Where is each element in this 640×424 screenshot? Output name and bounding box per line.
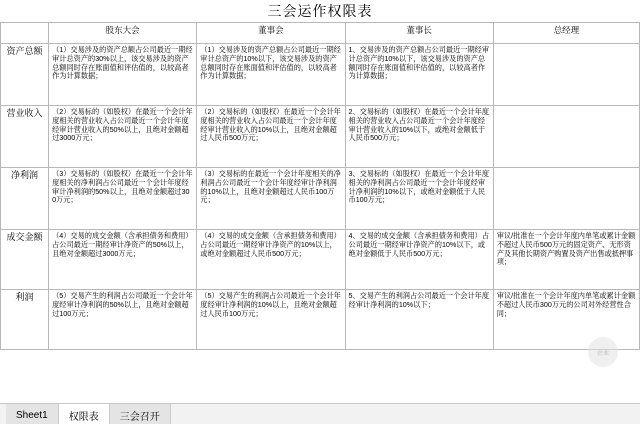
table-row: [1, 44, 640, 106]
row-header-profit: 利润: [1, 290, 49, 350]
cell-profit-shareholders: （5）交易产生的利润占公司最近一个会计年度经审计净利润的50%以上，且绝对金额超过100万元；: [49, 290, 197, 350]
column-header-board-of-directors: 董事会: [197, 23, 345, 44]
column-header-shareholders-meeting: 股东大会: [49, 23, 197, 44]
row-header-total-assets: 资产总额: [1, 44, 49, 106]
permissions-table: [0, 22, 640, 350]
cell-operating-revenue-manager: [493, 106, 639, 168]
sheet-tab-quanxianbiao[interactable]: 权限表: [59, 404, 110, 424]
cell-net-profit-chairman: 3、交易标的（如股权）在最近一个会计年度相关的净利润占公司最近一个会计年度经审计净利润的10%以下，或绝对金额低于人民币100万元；: [345, 168, 493, 230]
cell-net-profit-board: （3）交易标的在最近一个会计年度相关的净利润占公司最近一个会计年度经审计净利润的10%以上，且绝对金额超过人民币100万元；: [197, 168, 345, 230]
title-row: [0, 0, 640, 22]
table-row: [1, 230, 640, 290]
cell-transaction-amount-shareholders: （4）交易的成交金额（含承担债务和费用）占公司最近一期经审计净资产的50%以上，且绝对金额超过3000万元；: [49, 230, 197, 290]
table-row: [1, 290, 640, 350]
cell-total-assets-manager: [493, 44, 639, 106]
column-header-general-manager: 总经理: [493, 23, 639, 44]
cell-transaction-amount-board: （4）交易的成交金额（含承担债务和费用）占公司最近一期经审计净资产的10%以上，或绝对金额超过人民币500万元；: [197, 230, 345, 290]
cell-operating-revenue-shareholders: （2）交易标的（如股权）在最近一个会计年度相关的营业收入占公司最近一个会计年度经审计营业收入的50%以上，且绝对金额超过3000万元；: [49, 106, 197, 168]
cell-transaction-amount-chairman: 4、交易的成交金额（含承担债务和费用）占公司最近一期经审计净资产的10%以下，或绝对金额低于人民币500万元；: [345, 230, 493, 290]
watermark-logo: 企业: [588, 337, 618, 367]
table-row: [1, 168, 640, 230]
cell-net-profit-shareholders: （3）交易标的（如股权）在最近一个会计年度相关的净利润占公司最近一个会计年度经审计净利润的50%以上，且绝对金额超过300万元；: [49, 168, 197, 230]
cell-net-profit-manager: [493, 168, 639, 230]
column-header-blank: [1, 23, 49, 44]
row-header-operating-revenue: 营业收入: [1, 106, 49, 168]
row-header-net-profit: 净利润: [1, 168, 49, 230]
row-header-transaction-amount: 成交金额: [1, 230, 49, 290]
page-title: 三会运作权限表: [267, 5, 373, 20]
table-header-row: [1, 23, 640, 44]
table-container: [0, 22, 640, 403]
cell-profit-board: （5）交易产生的利润占公司最近一个会计年度经审计净利润的10%以上，且绝对金额超过人民币100万元；: [197, 290, 345, 350]
sheet-tab-bar: [0, 403, 640, 424]
cell-transaction-amount-manager: 审议/批准在一个会计年度内单笔或累计金额不超过人民币500万元的固定资产、无形资产及其他长期资产购置及资产出售或抵押事项；: [493, 230, 639, 290]
cell-operating-revenue-chairman: 2、交易标的（如股权）在最近一个会计年度相关的营业收入占公司最近一个会计年度经审计营业收入的10%以下，或绝对金额低于人民币500万元；: [345, 106, 493, 168]
cell-total-assets-chairman: 1、交易涉及的资产总额占公司最近一期经审计总资产的10%以下，该交易涉及的资产总额同时存在账面值和评估值的，以较高者作为计算数据；: [345, 44, 493, 106]
cell-operating-revenue-board: （2）交易标的（如股权）在最近一个会计年度相关的营业收入占公司最近一个会计年度经审计营业收入的10%以上，且绝对金额超过人民币500万元；: [197, 106, 345, 168]
column-header-chairman: 董事长: [345, 23, 493, 44]
sheet-tab-sheet1[interactable]: Sheet1: [6, 404, 59, 424]
cell-profit-chairman: 5、交易产生的利润占公司最近一个会计年度经审计净利润的10%以下；: [345, 290, 493, 350]
sheet-tab-sanhuizhaokai[interactable]: 三会召开: [110, 404, 171, 424]
table-row: [1, 106, 640, 168]
cell-total-assets-board: （1）交易涉及的资产总额占公司最近一期经审计总资产的10%以下，该交易涉及的资产总额同时存在账面值和评估值的，以较高者作为计算数据；: [197, 44, 345, 106]
cell-profit-manager: 审议/批准在一个会计年度内单笔或累计金额不超过人民币300万元的公司对外经营性合同；: [493, 290, 639, 350]
cell-total-assets-shareholders: （1）交易涉及的资产总额占公司最近一期经审计总资产的30%以上，该交易涉及的资产总额同时存在账面值和评估值的，以较高者作为计算数据；: [49, 44, 197, 106]
